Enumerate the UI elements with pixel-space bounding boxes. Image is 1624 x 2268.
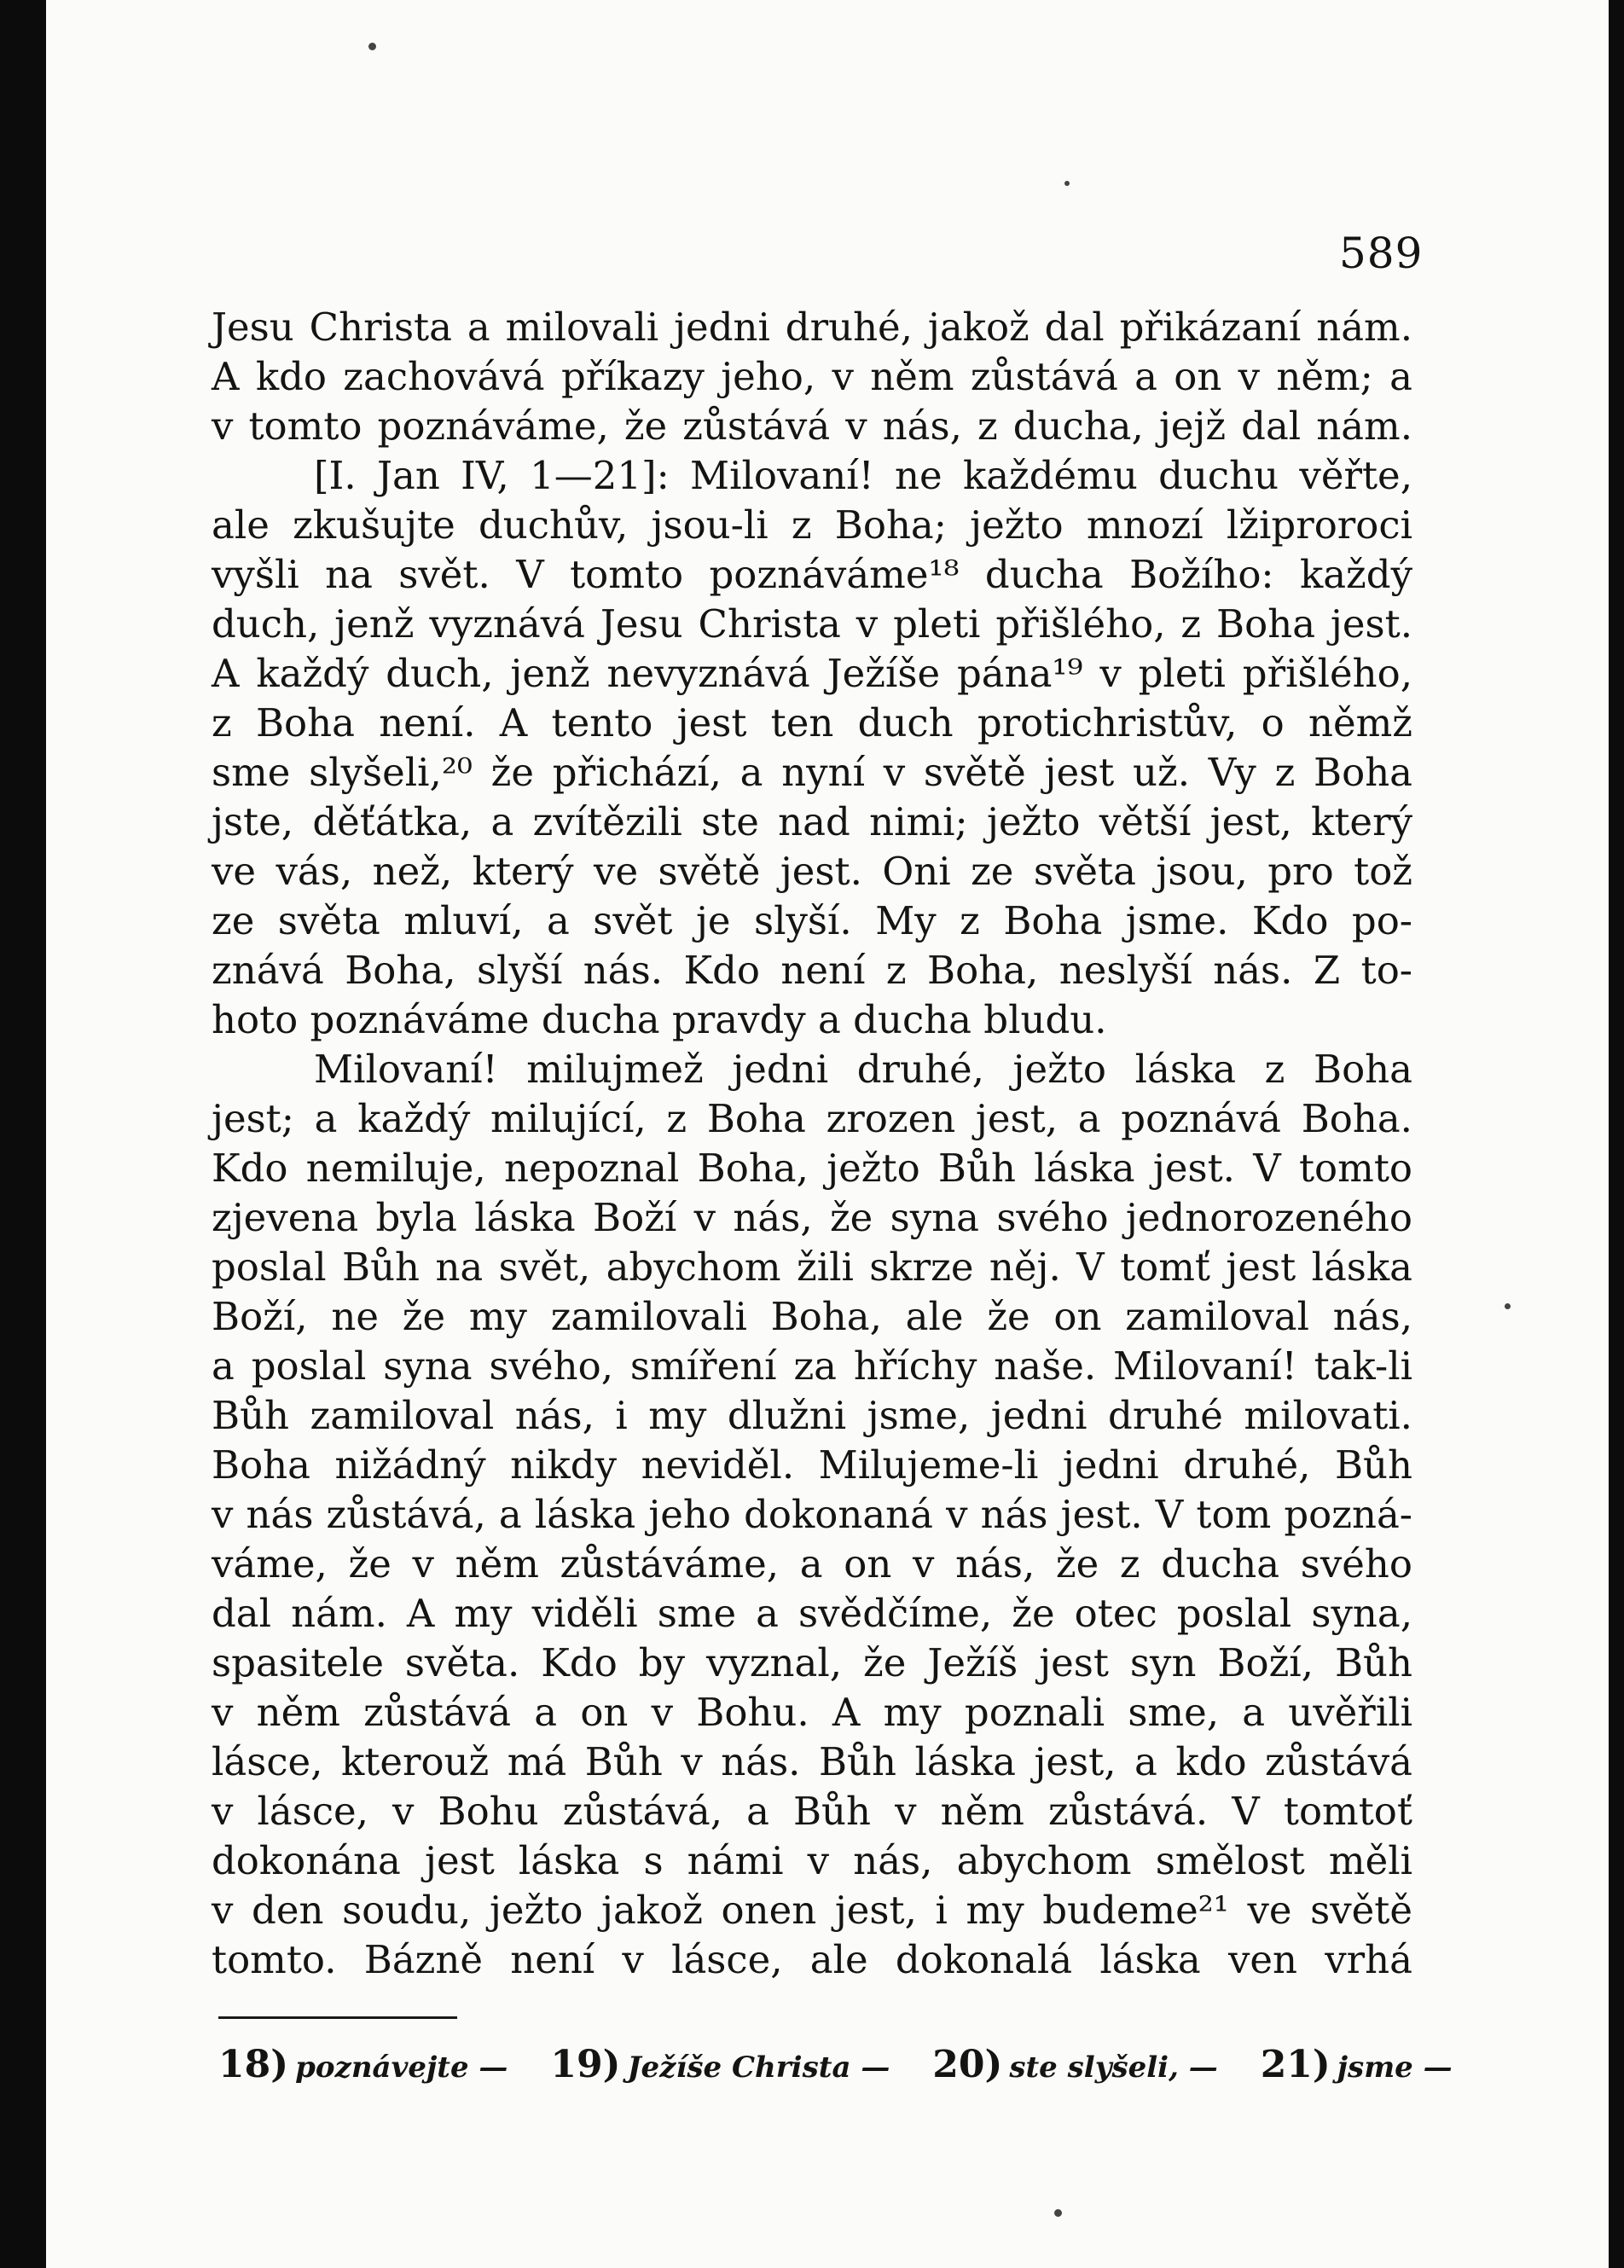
text-line: v den soudu, ježto jakož onen jest, i my budeme²¹ ve světě xyxy=(212,1888,1412,1933)
text-line: duch, jenž vyznává Jesu Christa v pleti přišlého, z Boha jest. xyxy=(212,601,1412,647)
body-text xyxy=(212,303,1412,1985)
text-line: lásce, kterouž má Bůh v nás. Bůh láska jest, a kdo zůstává xyxy=(212,1739,1412,1784)
speck xyxy=(1054,2209,1062,2217)
speck xyxy=(1505,1303,1511,1309)
footnote-number: 20) xyxy=(932,2043,1003,2086)
text-line: spasitele světa. Kdo by vyznal, že Ježíš jest syn Boží, Bůh xyxy=(212,1640,1412,1685)
text-line: ze světa mluví, a svět je slyší. My z Boha jsme. Kdo po- xyxy=(212,898,1412,943)
text-line: v tomto poznáváme, že zůstává v nás, z ducha, jejž dal nám. xyxy=(212,403,1412,449)
text-line: znává Boha, slyší nás. Kdo není z Boha, neslyší nás. Z to- xyxy=(212,948,1412,993)
footnote-rule xyxy=(218,2016,457,2019)
speck xyxy=(1064,181,1070,186)
footnote-number: 19) xyxy=(550,2043,621,2086)
text-line: Milovaní! milujmež jedni druhé, ježto láska z Boha xyxy=(314,1047,1412,1092)
text-line: jste, děťátka, a zvítězili ste nad nimi; ježto větší jest, který xyxy=(212,799,1412,844)
footnote-text: jsme — xyxy=(1337,2050,1453,2085)
text-line: sme slyšeli,²⁰ že přichází, a nyní v světě jest už. Vy z Boha xyxy=(212,750,1412,795)
text-line: Boha nižádný nikdy neviděl. Milujeme-li jedni druhé, Bůh xyxy=(212,1442,1412,1488)
text-line: A každý duch, jenž nevyznává Ježíše pána¹⁹ v pleti přišlého, xyxy=(212,651,1412,696)
footnote-text: ste slyšeli, — xyxy=(1009,2050,1218,2085)
text-line: A kdo zachovává příkazy jeho, v něm zůstává a on v něm; a xyxy=(212,354,1412,399)
speck xyxy=(368,43,376,50)
footnotes xyxy=(218,2043,1453,2086)
footnote xyxy=(218,2045,508,2085)
text-line: poslal Bůh na svět, abychom žili skrze něj. V tomť jest láska xyxy=(212,1244,1412,1290)
text-line: Kdo nemiluje, nepoznal Boha, ježto Bůh láska jest. V tomto xyxy=(212,1146,1412,1191)
scan-right-border xyxy=(1609,0,1624,2268)
text-line: zjevena byla láska Boží v nás, že syna svého jednorozeného xyxy=(212,1195,1412,1240)
text-line: ale zkušujte duchův, jsou-li z Boha; ježto mnozí lžiproroci xyxy=(212,502,1412,548)
text-line: dal nám. A my viděli sme a svědčíme, že otec poslal syna, xyxy=(212,1591,1412,1636)
text-line: váme, že v něm zůstáváme, a on v nás, že z ducha svého xyxy=(212,1541,1412,1586)
text-line: Boží, ne že my zamilovali Boha, ale že on zamiloval nás, xyxy=(212,1294,1412,1339)
footnote-number: 21) xyxy=(1260,2043,1331,2086)
text-line: dokonána jest láska s námi v nás, abychom smělost měli xyxy=(212,1838,1412,1883)
footnote-number: 18) xyxy=(218,2043,289,2086)
footnote xyxy=(932,2045,1217,2085)
text-line: a poslal syna svého, smíření za hříchy naše. Milovaní! tak-li xyxy=(212,1343,1412,1389)
text-line: Jesu Christa a milovali jedni druhé, jakož dal přikázaní nám. xyxy=(212,305,1412,350)
footnote-text: Ježíše Christa — xyxy=(627,2050,890,2085)
footnote xyxy=(1261,2045,1453,2085)
page-number: 589 xyxy=(1339,229,1424,278)
text-line: v něm zůstává a on v Bohu. A my poznali sme, a uvěřili xyxy=(212,1690,1412,1735)
text-line: v nás zůstává, a láska jeho dokonaná v nás jest. V tom pozná- xyxy=(212,1492,1412,1537)
text-line: v lásce, v Bohu zůstává, a Bůh v něm zůstává. V tomtoť xyxy=(212,1789,1412,1834)
text-line: ve vás, než, který ve světě jest. Oni ze světa jsou, pro tož xyxy=(212,849,1412,894)
footnote-text: poznávejte — xyxy=(295,2050,508,2085)
footnote xyxy=(550,2045,890,2085)
text-line: [I. Jan IV, 1—21]: Milovaní! ne každému duchu věřte, xyxy=(314,453,1412,498)
text-line: vyšli na svět. V tomto poznáváme¹⁸ ducha Božího: každý xyxy=(212,552,1412,597)
text-line: Bůh zamiloval nás, i my dlužni jsme, jedni druhé milovati. xyxy=(212,1393,1412,1438)
text-line: tomto. Bázně není v lásce, ale dokonalá láska ven vrhá xyxy=(212,1937,1412,1982)
text-line: jest; a každý milující, z Boha zrozen jest, a poznává Boha. xyxy=(212,1096,1412,1141)
text-line: z Boha není. A tento jest ten duch protichristův, o němž xyxy=(212,700,1412,745)
text-line: hoto poznáváme ducha pravdy a ducha bludu. xyxy=(212,997,1107,1042)
scan-left-border xyxy=(0,0,46,2268)
